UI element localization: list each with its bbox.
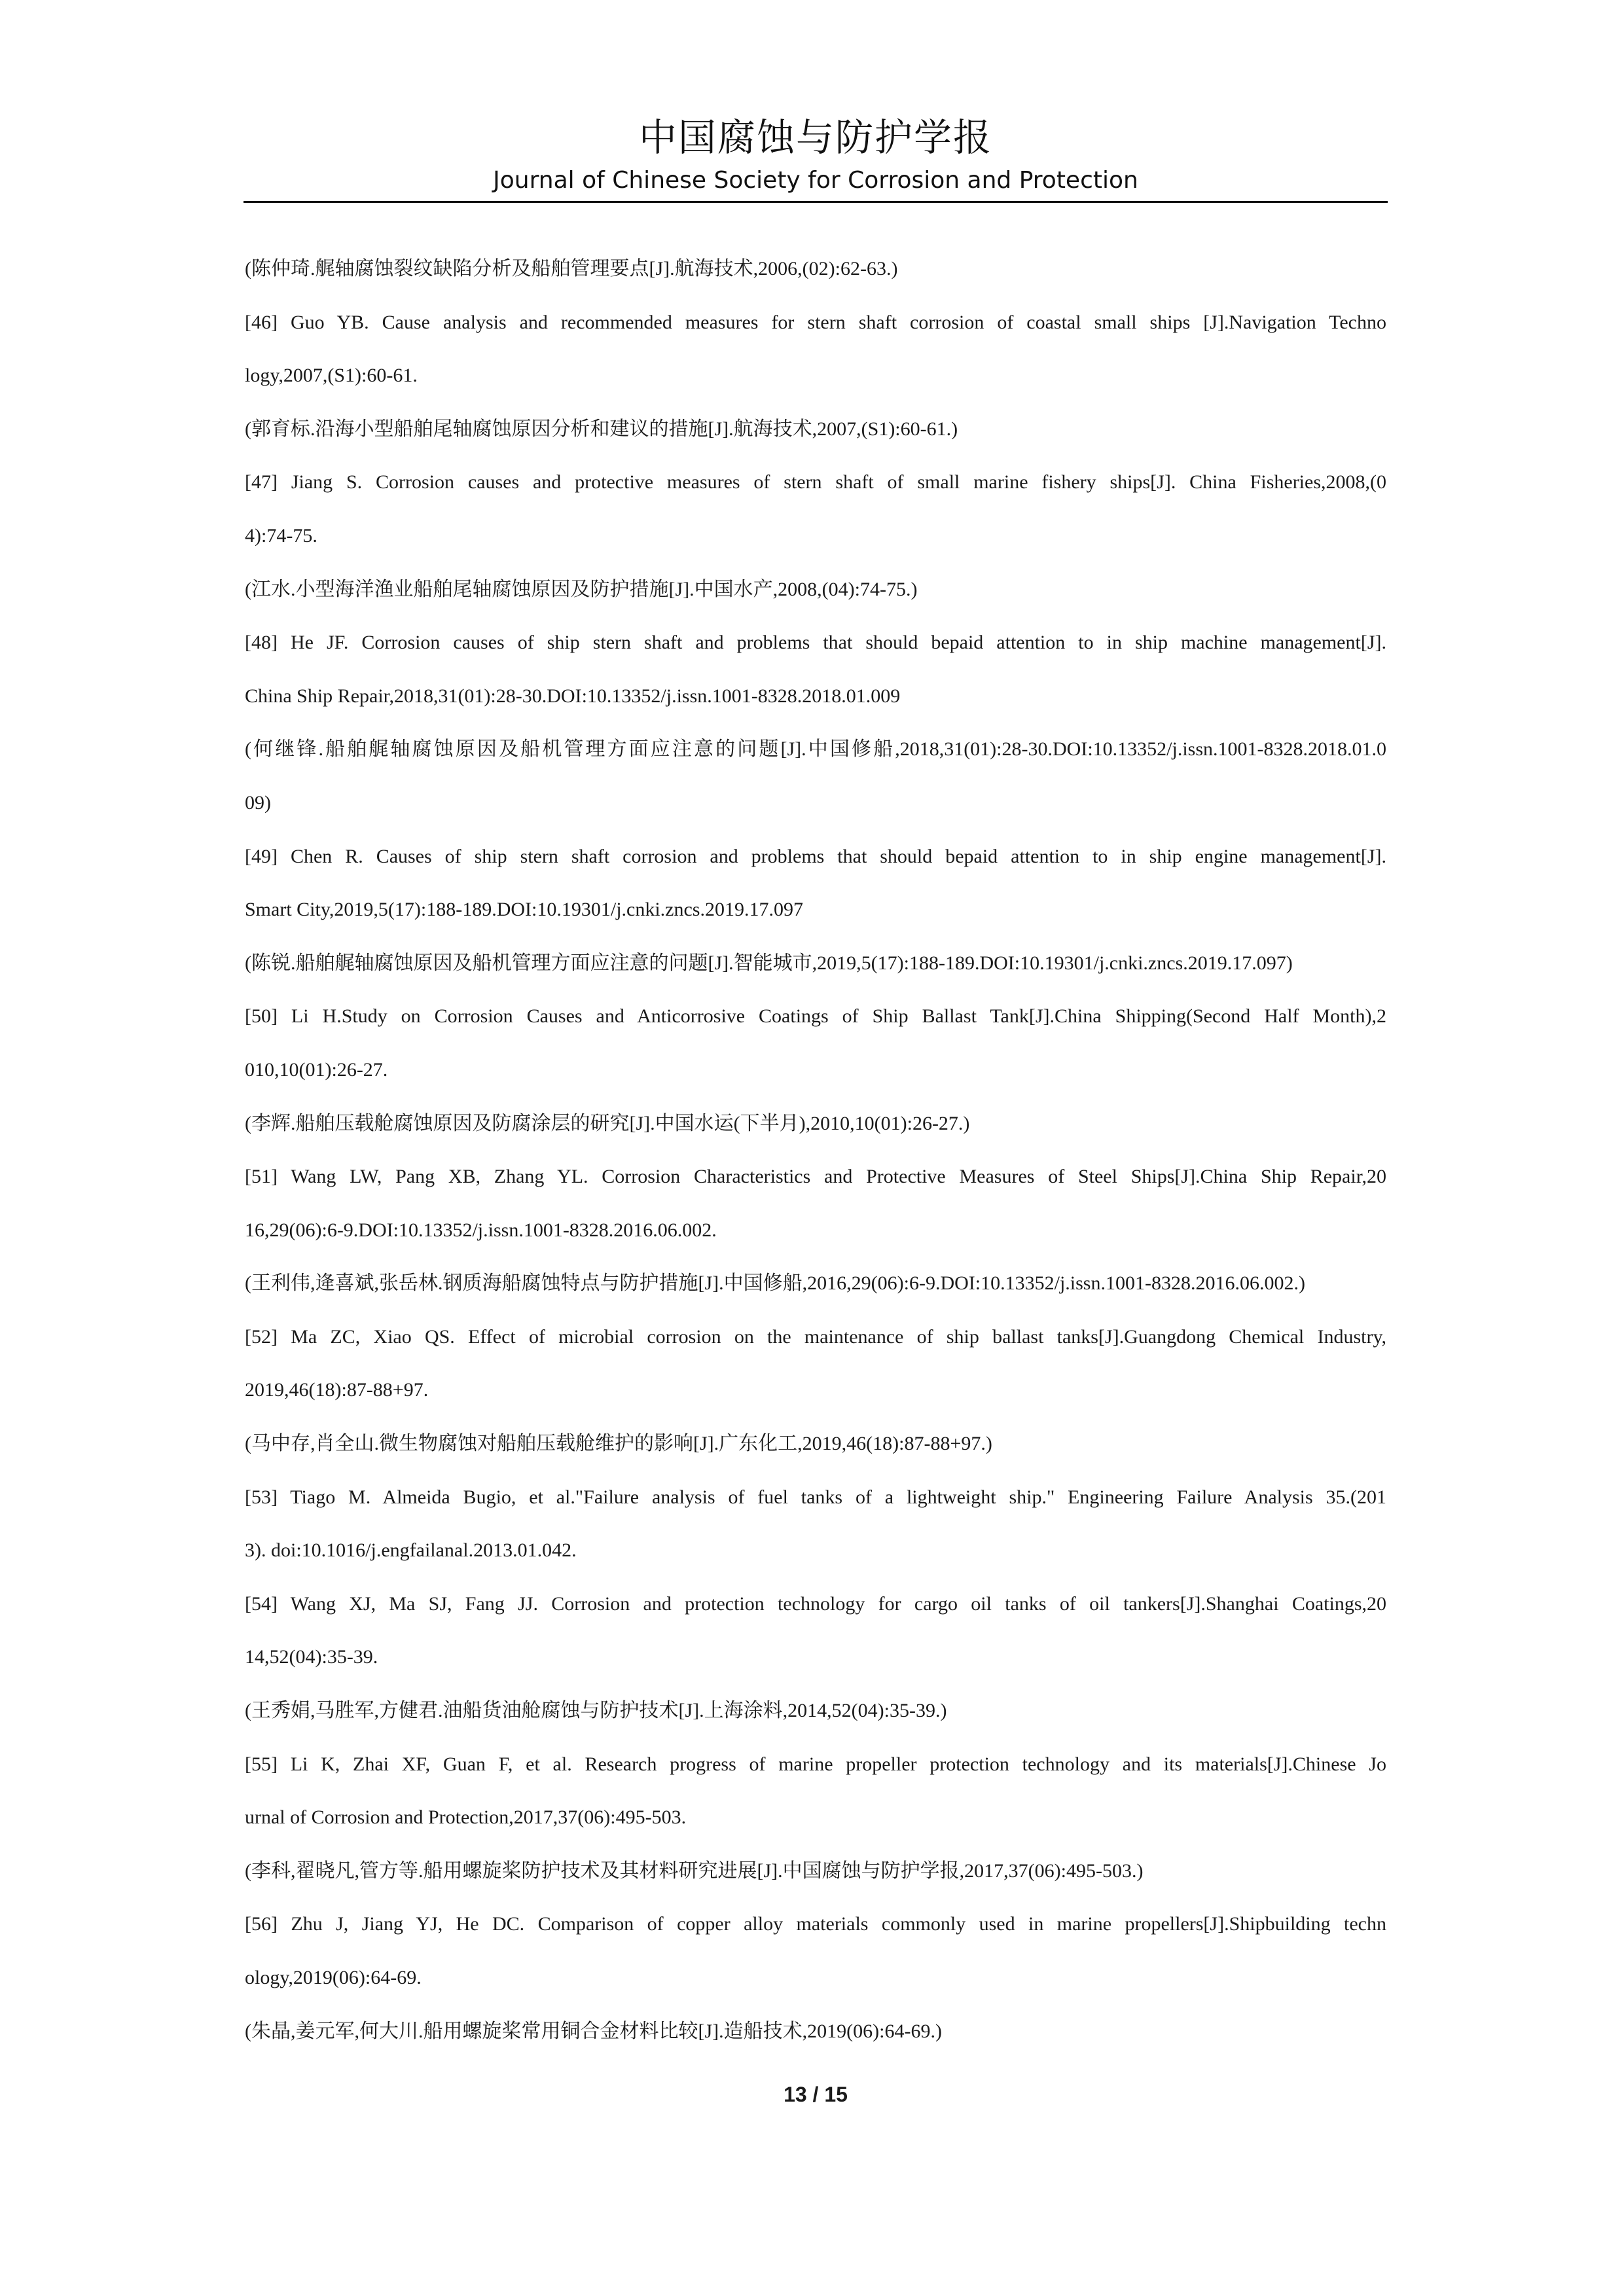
reference-line: [55] Li K, Zhai XF, Guan F, et al. Research progress of marine propeller protection technology and its materials[J].Chinese Jo [245, 1753, 1386, 1775]
reference-line: urnal of Corrosion and Protection,2017,37(06):495-503. [245, 1806, 687, 1829]
reference-line: [52] Ma ZC, Xiao QS. Effect of microbial corrosion on the maintenance of ship ballast tanks[J].Guangdong Chemical Industry, [245, 1325, 1386, 1348]
reference-line: (陈仲琦.艉轴腐蚀裂纹缺陷分析及船舶管理要点[J].航海技术,2006,(02):62-63.) [245, 258, 898, 279]
header-divider [244, 201, 1388, 203]
reference-line: [56] Zhu J, Jiang YJ, He DC. Comparison of copper alloy materials commonly used in marine propellers[J].Shipbuilding techn [245, 1913, 1386, 1935]
reference-line: (马中存,肖全山.微生物腐蚀对船舶压载舱维护的影响[J].广东化工,2019,46(18):87-88+97.) [245, 1433, 992, 1455]
reference-line: logy,2007,(S1):60-61. [245, 365, 418, 387]
journal-header [244, 111, 1388, 198]
reference-list [245, 242, 1386, 2058]
reference-line: (陈锐.船舶艉轴腐蚀原因及船机管理方面应注意的问题[J].智能城市,2019,5(17):188-189.DOI:10.19301/j.cnki.zncs.2019.17.097) [245, 952, 1293, 974]
page-number: 13 / 15 [784, 2083, 848, 2106]
journal-title-chinese: 中国腐蚀与防护学报 [638, 115, 992, 160]
reference-line: (郭育标.沿海小型船舶尾轴腐蚀原因分析和建议的措施[J].航海技术,2007,(S1):60-61.) [245, 418, 958, 440]
reference-line: (王利伟,逄喜斌,张岳林.钢质海船腐蚀特点与防护措施[J].中国修船,2016,29(06):6-9.DOI:10.13352/j.issn.1001-8328.2016.06.002.) [245, 1272, 1305, 1295]
reference-line: 3). doi:10.1016/j.engfailanal.2013.01.042. [245, 1539, 577, 1562]
reference-line: 4):74-75. [245, 524, 317, 547]
reference-line: 010,10(01):26-27. [245, 1058, 388, 1081]
reference-line: [49] Chen R. Causes of ship stern shaft corrosion and problems that should bepaid attention to in ship engine management[J]. [245, 845, 1386, 867]
journal-title-english: Journal of Chinese Society for Corrosion and Protection [493, 167, 1138, 194]
reference-line: [54] Wang XJ, Ma SJ, Fang JJ. Corrosion and protection technology for cargo oil tanks of oil tankers[J].Shanghai Coatings,20 [245, 1592, 1386, 1615]
reference-line: 14,52(04):35-39. [245, 1646, 378, 1668]
reference-line: China Ship Repair,2018,31(01):28-30.DOI:10.13352/j.issn.1001-8328.2018.01.009 [245, 685, 901, 707]
reference-line: (江水.小型海洋渔业船舶尾轴腐蚀原因及防护措施[J].中国水产,2008,(04):74-75.) [245, 578, 918, 600]
reference-line: (李辉.船舶压载舱腐蚀原因及防腐涂层的研究[J].中国水运(下半月),2010,10(01):26-27.) [245, 1112, 970, 1134]
reference-line: [46] Guo YB. Cause analysis and recommended measures for stern shaft corrosion of coastal small ships [J].Navigation Techno [245, 311, 1386, 333]
reference-line: (王秀娟,马胜军,方健君.油船货油舱腐蚀与防护技术[J].上海涂料,2014,52(04):35-39.) [245, 1700, 947, 1722]
reference-line: [50] Li H.Study on Corrosion Causes and Anticorrosive Coatings of Ship Ballast Tank[J].China Shipping(Second Half Month),2 [245, 1005, 1386, 1028]
reference-line: [51] Wang LW, Pang XB, Zhang YL. Corrosion Characteristics and Protective Measures of Steel Ships[J].China Ship Repair,20 [245, 1166, 1386, 1188]
reference-line: 2019,46(18):87-88+97. [245, 1379, 429, 1401]
reference-line: (朱晶,姜元军,何大川.船用螺旋桨常用铜合金材料比较[J].造船技术,2019(06):64-69.) [245, 2020, 942, 2042]
reference-line: 16,29(06):6-9.DOI:10.13352/j.issn.1001-8328.2016.06.002. [245, 1219, 717, 1241]
reference-line: 09) [245, 791, 271, 814]
reference-line: [47] Jiang S. Corrosion causes and protective measures of stern shaft of small marine fishery ships[J]. China Fisheries,2008,(0 [245, 471, 1386, 493]
reference-line: ology,2019(06):64-69. [245, 1967, 422, 1988]
reference-line: [48] He JF. Corrosion causes of ship stern shaft and problems that should bepaid attention to in ship machine management[J]. [245, 632, 1386, 654]
reference-line: Smart City,2019,5(17):188-189.DOI:10.19301/j.cnki.zncs.2019.17.097 [245, 899, 803, 921]
reference-line: (何继锋.船舶艉轴腐蚀原因及船机管理方面应注意的问题[J].中国修船,2018,31(01):28-30.DOI:10.13352/j.issn.1001-8328.2018.01.0 [245, 738, 1386, 761]
reference-line: (李科,翟晓凡,管方等.船用螺旋桨防护技术及其材料研究进展[J].中国腐蚀与防护学报,2017,37(06):495-503.) [245, 1859, 1144, 1882]
reference-line: [53] Tiago M. Almeida Bugio, et al."Failure analysis of fuel tanks of a lightweight ship." Engineering Failure Analysis 35.(201 [245, 1486, 1386, 1508]
